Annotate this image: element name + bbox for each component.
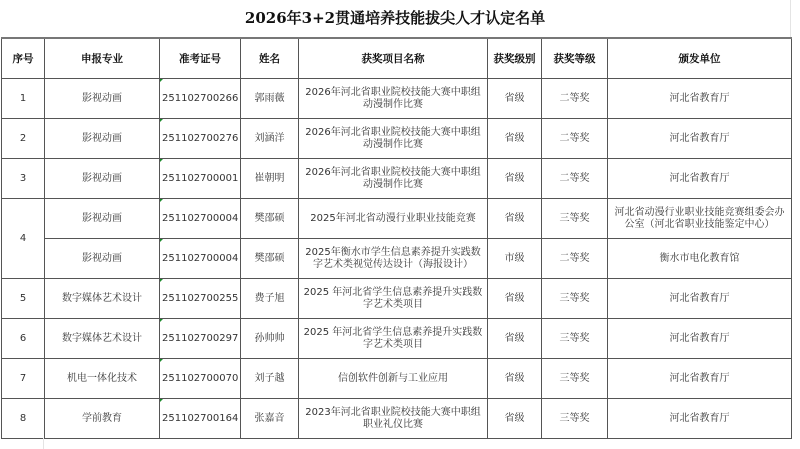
cell-grade: 三等奖 [542, 279, 608, 319]
cell-grade: 三等奖 [542, 199, 608, 239]
cell-project: 2023年河北省职业院校技能大赛中职组职业礼仪比赛 [299, 399, 488, 439]
cell-issuer: 衡水市电化教育馆 [608, 239, 792, 279]
table-row [2, 199, 792, 239]
cell-grade: 二等奖 [542, 159, 608, 199]
cell-no: 2 [2, 119, 45, 159]
cell-issuer: 河北省教育厅 [608, 119, 792, 159]
cell-issuer: 河北省教育厅 [608, 159, 792, 199]
cell-project: 2026年河北省职业院校技能大赛中职组动漫制作比赛 [299, 79, 488, 119]
table-row [2, 159, 792, 199]
cell-major: 机电一体化技术 [45, 359, 160, 399]
cell-no: 1 [2, 79, 45, 119]
cell-major: 影视动画 [45, 119, 160, 159]
header-row [2, 38, 792, 79]
cell-grade: 三等奖 [542, 399, 608, 439]
table-row [2, 79, 792, 119]
header-name: 姓名 [241, 38, 299, 79]
cell-no: 4 [2, 199, 45, 279]
cell-no: 8 [2, 399, 45, 439]
header-level: 获奖级别 [488, 38, 542, 79]
cell-level: 市级 [488, 239, 542, 279]
cell-project: 2026年河北省职业院校技能大赛中职组动漫制作比赛 [299, 159, 488, 199]
cell-grade: 二等奖 [542, 239, 608, 279]
table-row [2, 279, 792, 319]
cell-name: 郭雨薇 [241, 79, 299, 119]
cell-exam-id: 251102700070 [160, 359, 241, 399]
cell-level: 省级 [488, 119, 542, 159]
cell-project: 2025年河北省动漫行业职业技能竞赛 [299, 199, 488, 239]
table-row [2, 119, 792, 159]
cell-level: 省级 [488, 159, 542, 199]
cell-exam-id: 251102700255 [160, 279, 241, 319]
header-issuer: 颁发单位 [608, 38, 792, 79]
cell-issuer: 河北省教育厅 [608, 319, 792, 359]
header-grade: 获奖等级 [542, 38, 608, 79]
cell-exam-id: 251102700164 [160, 399, 241, 439]
cell-project: 2025年衡水市学生信息素养提升实践数字艺术类视觉传达设计（海报设计） [299, 239, 488, 279]
cell-name: 孙帅帅 [241, 319, 299, 359]
cell-issuer: 河北省教育厅 [608, 79, 792, 119]
cell-name: 刘涵洋 [241, 119, 299, 159]
table-row [2, 359, 792, 399]
table-row [2, 319, 792, 359]
cell-level: 省级 [488, 399, 542, 439]
cell-exam-id: 251102700004 [160, 239, 241, 279]
cell-major: 影视动画 [45, 239, 160, 279]
cell-project: 2026年河北省职业院校技能大赛中职组动漫制作比赛 [299, 119, 488, 159]
cell-issuer: 河北省教育厅 [608, 359, 792, 399]
cell-no: 6 [2, 319, 45, 359]
header-major: 申报专业 [45, 38, 160, 79]
cell-no: 7 [2, 359, 45, 399]
cell-grade: 三等奖 [542, 319, 608, 359]
cell-level: 省级 [488, 319, 542, 359]
cell-name: 刘子越 [241, 359, 299, 399]
cell-major: 数字媒体艺术设计 [45, 279, 160, 319]
header-no: 序号 [2, 38, 45, 79]
cell-major: 影视动画 [45, 199, 160, 239]
cell-exam-id: 251102700276 [160, 119, 241, 159]
cell-level: 省级 [488, 279, 542, 319]
cell-name: 张嘉音 [241, 399, 299, 439]
cell-level: 省级 [488, 199, 542, 239]
cell-level: 省级 [488, 79, 542, 119]
cell-exam-id: 251102700297 [160, 319, 241, 359]
cell-project: 2025 年河北省学生信息素养提升实践数字艺术类项目 [299, 319, 488, 359]
cell-name: 樊邵硕 [241, 239, 299, 279]
cell-major: 影视动画 [45, 159, 160, 199]
cell-issuer: 河北省教育厅 [608, 399, 792, 439]
cell-issuer: 河北省动漫行业职业技能竞赛组委会办公室（河北省职业技能鉴定中心） [608, 199, 792, 239]
cell-project: 2025 年河北省学生信息素养提升实践数字艺术类项目 [299, 279, 488, 319]
table-row [2, 239, 792, 279]
talent-list-table [1, 37, 792, 439]
cell-grade: 二等奖 [542, 79, 608, 119]
cell-issuer: 河北省教育厅 [608, 279, 792, 319]
empty-grid-row [0, 438, 800, 449]
cell-name: 樊邵硕 [241, 199, 299, 239]
cell-grade: 三等奖 [542, 359, 608, 399]
cell-level: 省级 [488, 359, 542, 399]
cell-name: 崔朝明 [241, 159, 299, 199]
cell-no: 5 [2, 279, 45, 319]
cell-exam-id: 251102700266 [160, 79, 241, 119]
cell-major: 数字媒体艺术设计 [45, 319, 160, 359]
cell-major: 影视动画 [45, 79, 160, 119]
cell-no: 3 [2, 159, 45, 199]
cell-name: 费子旭 [241, 279, 299, 319]
header-project: 获奖项目名称 [299, 38, 488, 79]
cell-exam-id: 251102700001 [160, 159, 241, 199]
cell-major: 学前教育 [45, 399, 160, 439]
cell-project: 信创软件创新与工业应用 [299, 359, 488, 399]
page-title: 2026年3+2贯通培养技能拔尖人才认定名单 [0, 0, 791, 37]
cell-grade: 二等奖 [542, 119, 608, 159]
cell-exam-id: 251102700004 [160, 199, 241, 239]
table-row [2, 399, 792, 439]
header-exam-id: 准考证号 [160, 38, 241, 79]
